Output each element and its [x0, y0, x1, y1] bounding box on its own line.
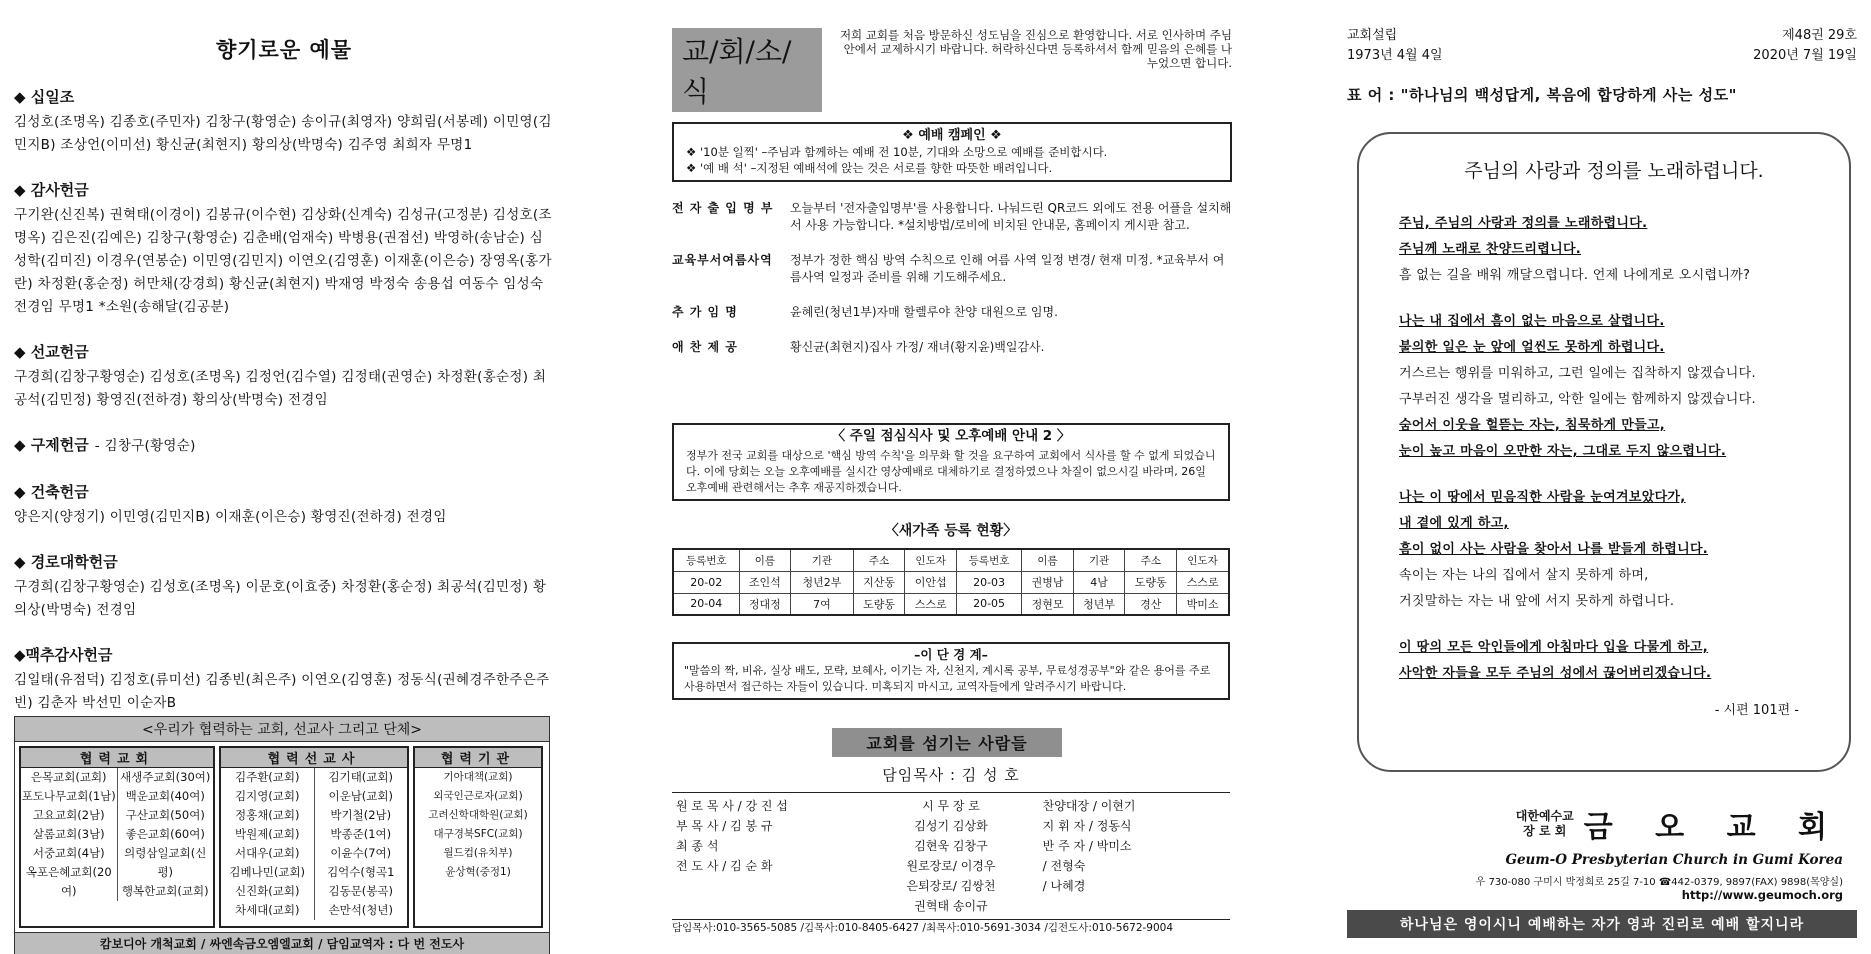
- cambodia-mission-note: 캄보디아 개척교회 / 싸엔속금오엠엘교회 / 담임교역자 : 다 번 전도사: [15, 932, 549, 954]
- partner-missionaries-list-b: [315, 768, 408, 920]
- newcomer-table-body: [673, 571, 1229, 615]
- table-header-cell: 인도자: [1177, 549, 1229, 571]
- table-row: [673, 571, 1229, 593]
- denomination: [1516, 809, 1574, 839]
- heresy-warning-text: "말씀의 짝, 비유, 실상 배도, 모략, 보혜사, 이기는 자, 신천지, 계시록 공부, 무료성경공부"와 같은 용어를 주로 사용하면서 접근하는 자들이 있습니다. 미혹되지 마시고, 교역자들에게 알려주시기 바랍니다.: [684, 664, 1211, 693]
- staff-entry: 전 도 사 / 김 순 화: [676, 859, 773, 873]
- table-header-cell: 인도자: [905, 549, 957, 571]
- bulletin-header: [1347, 26, 1857, 66]
- offering-donors: - 김창구(황영순): [94, 438, 196, 454]
- psalm-line: 이 땅의 모든 악인들에게 아침마다 입을 다물게 하고,: [1399, 640, 1709, 655]
- phone-numbers: 담임목사:010-3565-5085 /김목사:010-8405-6427 /최목사:010-5691-3034 /김전도사:010-5672-9004: [672, 922, 1174, 934]
- newcomer-title: 〈새가족 등록 현황〉: [884, 523, 1018, 539]
- table-cell: 20-04: [673, 593, 739, 615]
- table-header-cell: 등록번호: [673, 549, 739, 571]
- staff-entry: 김성기 김상화: [914, 819, 988, 833]
- list-item: 행복한교회(교회): [121, 884, 209, 898]
- scripture-banner: 하나님은 영이시니 예배하는 자가 영과 진리로 예배 할지니라: [1347, 910, 1857, 938]
- staff-entry: 찬양대장 / 이현기: [1042, 799, 1136, 813]
- table-cell: 20-03: [956, 571, 1021, 593]
- psalm-line: 나는 이 땅에서 믿음직한 사람을 눈여겨보았다가,: [1399, 490, 1686, 505]
- offering-heading: ◆ 구제헌금: [14, 436, 89, 454]
- offering-section-thanks: [14, 179, 554, 319]
- partner-institutions-list: [415, 768, 541, 882]
- psalm-title: 주님의 사랑과 정의를 노래하렵니다.: [1464, 160, 1764, 182]
- psalm-line: 속이는 자는 나의 집에서 살지 못하게 하며,: [1399, 568, 1649, 583]
- offering-section-tithe: [14, 86, 554, 157]
- psalm-line: 흠 없는 길을 배워 깨달으렵니다. 언제 나에게로 오시렵니까?: [1399, 268, 1751, 283]
- table-cell: 도량동: [1125, 571, 1177, 593]
- news-item: [672, 200, 1232, 234]
- list-item: 고요교회(2남): [32, 808, 105, 822]
- psalm-box: [1357, 132, 1851, 772]
- staff-entry: 은퇴장로/ 김쌍천: [906, 879, 996, 893]
- list-item: 기아대책(교회): [443, 771, 513, 783]
- offering-donors: 김일태(유점덕) 김정호(류미선) 김종빈(최은주) 이연오(김영훈) 정동식(권혜경주한주은주빈) 김춘자 박선민 이순자B: [14, 672, 550, 711]
- offering-list: [14, 86, 554, 715]
- list-item: 포도나무교회(1남): [21, 789, 116, 803]
- partner-missionaries-heading: 협력선교사: [221, 748, 407, 768]
- list-item: 김기태(교회): [328, 770, 394, 784]
- table-header-cell: 이름: [739, 549, 791, 571]
- offering-column: [14, 0, 554, 954]
- offering-section-relief: [14, 434, 554, 459]
- list-item: 구산교회(50여): [125, 808, 205, 822]
- list-item: 김지영(교회): [234, 789, 300, 803]
- staff-directory: [672, 792, 1230, 920]
- table-cell: 박미소: [1177, 593, 1229, 615]
- offering-donors: 김성호(조명옥) 김종호(주민자) 김창구(황영순) 송이규(최영자) 양희림(서봉례) 이민영(김민지B) 조상언(이미선) 황신균(최현지) 황의상(박명숙) 김주영 최희자 무명1: [14, 114, 552, 153]
- staff-entry: 원로장로/ 이경우: [906, 859, 996, 873]
- news-header: [672, 28, 1232, 112]
- staff-entry: 김현욱 김창구: [914, 839, 988, 853]
- founded-date: 1973년 4월 4일: [1347, 48, 1443, 63]
- staff-entry: 지 휘 자 / 정동식: [1042, 819, 1132, 833]
- list-item: 월드컴(유치부): [443, 847, 513, 859]
- list-item: 고려신학대학원(교회): [428, 809, 528, 821]
- news-item: [672, 252, 1232, 286]
- table-cell: 청년2부: [791, 571, 854, 593]
- psalm-line: 주님, 주님의 사랑과 정의를 노래하렵니다.: [1399, 216, 1648, 231]
- news-item-label: 애 찬 제 공: [672, 340, 738, 354]
- offering-title: 향기로운 예물: [215, 38, 353, 62]
- newcomer-header-row: [673, 549, 1229, 571]
- church-website-link[interactable]: http://www.geumoch.org: [1681, 888, 1843, 902]
- psalm-line: 불의한 일은 눈 앞에 얼씬도 못하게 하렵니다.: [1399, 340, 1665, 355]
- church-address: 우 730-080 구미시 박정희로 25길 7-10 ☎442-0379, 9897(FAX) 9898(목양실): [1475, 877, 1843, 888]
- staff-choir: [1043, 796, 1226, 916]
- list-item: 박기철(2남): [330, 808, 392, 822]
- list-item: 서중교회(4남): [32, 846, 105, 860]
- offering-donors: 구경희(김창구황영순) 김성호(조명옥) 이문호(이효중) 차정환(홍순정) 최공석(김민정) 황의상(박명숙) 전경임: [14, 579, 547, 618]
- table-header-cell: 기관: [1073, 549, 1125, 571]
- news-item-label: 전 자 출 입 명 부: [672, 201, 774, 215]
- denomination-line: 대한예수교: [1515, 809, 1574, 823]
- news-item-label: 추 가 임 명: [672, 305, 738, 319]
- table-header-cell: 등록번호: [956, 549, 1021, 571]
- cooperation-box: [14, 716, 550, 954]
- list-item: 백운교회(40여): [125, 789, 205, 803]
- news-item: [672, 339, 1232, 356]
- offering-heading: ◆ 십일조: [14, 88, 75, 106]
- table-header-cell: 주소: [853, 549, 905, 571]
- heresy-warning-box: [672, 642, 1230, 700]
- partner-churches-heading: 협력교회: [21, 748, 213, 768]
- offering-heading: ◆ 감사헌금: [14, 181, 89, 199]
- news-badge: 교/회/소/식: [672, 28, 822, 112]
- table-cell: 도량동: [853, 593, 905, 615]
- psalm-line: 주님께 노래로 찬양드리렵니다.: [1399, 242, 1582, 257]
- cover-column: [1347, 0, 1857, 954]
- list-item: 은목교회(교회): [30, 770, 107, 784]
- news-item-text: 정부가 정한 핵심 방역 수칙으로 인해 여름 사역 일정 변경/ 현재 미정. *교육부서 여름사역 일정과 준비를 위해 기도해주세요.: [790, 253, 1225, 284]
- list-item: 박원제(교회): [234, 827, 300, 841]
- list-item: 서대우(교회): [234, 846, 300, 860]
- psalm-line: 사악한 자들을 모두 주님의 성에서 끊어버리겠습니다.: [1399, 666, 1712, 681]
- volume-number: 제48권 29호: [1782, 28, 1857, 43]
- campaign-title: ❖ 예배 캠페인 ❖: [902, 128, 1002, 143]
- psalm-line: 흠이 없이 사는 사람을 찾아서 나를 받들게 하렵니다.: [1399, 542, 1709, 557]
- offering-section-mission: [14, 341, 554, 412]
- staff-entry: 시 무 장 로: [922, 799, 980, 813]
- offering-donors: 구경희(김창구황영순) 김성호(조명옥) 김정언(김수열) 김정태(권영순) 차정환(홍순정) 최공석(김민정) 황영진(전하경) 황의상(박명숙) 전경임: [14, 369, 547, 408]
- table-row: [673, 593, 1229, 615]
- senior-pastor: 담임목사 : 김 성 호: [882, 766, 1020, 784]
- psalm-line: 내 곁에 있게 하고,: [1399, 516, 1509, 531]
- staff-entry: / 전형숙: [1042, 859, 1086, 873]
- founded-label: 교회설립: [1347, 28, 1398, 43]
- list-item: 의령삼일교회(신평): [124, 846, 207, 879]
- offering-heading: ◆맥추감사헌금: [14, 646, 113, 664]
- church-logo: [1516, 802, 1843, 846]
- psalm-line: 숨어서 이웃을 헐뜯는 자는, 침묵하게 만들고,: [1399, 418, 1666, 433]
- church-english-name: Geum-O Presbyterian Church in Gumi Korea: [1505, 852, 1843, 868]
- staff-pastors: [676, 796, 859, 916]
- table-header-cell: 주소: [1125, 549, 1177, 571]
- list-item: 김억수(형곡1: [327, 865, 395, 879]
- partner-institutions-heading: 협력기관: [415, 748, 541, 768]
- partner-churches: [19, 746, 215, 928]
- offering-section-harvest: [14, 644, 554, 715]
- table-cell: 스스로: [905, 593, 957, 615]
- partner-missionaries-list-a: [221, 768, 315, 920]
- table-header-cell: 이름: [1022, 549, 1074, 571]
- psalm-source: - 시편 101편 -: [1714, 703, 1799, 718]
- staff-entry: 부 목 사 / 김 봉 규: [676, 819, 773, 833]
- table-cell: 권병남: [1022, 571, 1074, 593]
- list-item: 정홍채(교회): [234, 808, 300, 822]
- table-cell: 20-02: [673, 571, 739, 593]
- heresy-warning-title: –이 단 경 계–: [914, 647, 988, 662]
- psalm-line: 거스르는 행위를 미워하고, 그런 일에는 집착하지 않겠습니다.: [1399, 366, 1756, 381]
- news-item: [672, 304, 1232, 321]
- bulletin-date: 2020년 7월 19일: [1753, 48, 1857, 63]
- table-cell: 스스로: [1177, 571, 1229, 593]
- news-items: [672, 200, 1232, 356]
- table-cell: 지산동: [853, 571, 905, 593]
- offering-heading: ◆ 경로대학헌금: [14, 553, 118, 571]
- news-item-text: 윤혜린(청년1부)자매 할렐루야 찬양 대원으로 임명.: [790, 305, 1058, 319]
- psalm-line: 눈이 높고 마음이 오만한 자는, 그대로 두지 않으렵니다.: [1399, 444, 1727, 459]
- partner-churches-list-a: [21, 768, 118, 901]
- partner-missionaries: [219, 746, 409, 928]
- list-item: 이윤수(7여): [330, 846, 392, 860]
- offering-section-seniors: [14, 551, 554, 622]
- list-item: 좋은교회(60여): [125, 827, 205, 841]
- worship-campaign-box: [672, 122, 1232, 182]
- staff-elders: [859, 796, 1042, 916]
- church-motto: 표 어 : "하나님의 백성답게, 복음에 합당하게 사는 성도": [1347, 86, 1737, 104]
- table-cell: 정현모: [1022, 593, 1074, 615]
- list-item: 김주환(교회): [234, 770, 300, 784]
- list-item: 손만석(청년): [328, 903, 394, 917]
- list-item: 차세대(교회): [234, 903, 300, 917]
- cooperation-title: <우리가 협력하는 교회, 선교사 그리고 단체>: [15, 717, 549, 742]
- church-name: 금 오 교 회: [1583, 810, 1843, 845]
- list-item: 윤상혁(중정1): [445, 866, 511, 878]
- psalm-text: [1399, 211, 1829, 687]
- staff-entry: 최 종 석: [676, 839, 719, 853]
- list-item: 김동문(봉곡): [328, 884, 394, 898]
- list-item: 외국인근로자(교회): [433, 790, 523, 802]
- news-item-label: 교육부서여름사역: [672, 253, 773, 267]
- table-header-cell: 기관: [791, 549, 854, 571]
- staff-entry: 반 주 자 / 박미소: [1042, 839, 1132, 853]
- staff-entry: / 나혜경: [1042, 879, 1086, 893]
- news-item-text: 오늘부터 '전자출입명부'를 사용합니다. 나눠드린 QR코드 외에도 전용 어플을 설치해서 사용 가능합니다. *설치방법/로비에 비치된 안내문, 홈페이지 게시판 참고.: [790, 201, 1232, 232]
- news-item-text: 황신균(최현지)집사 가정/ 재녀(황지윤)백일감사.: [790, 340, 1045, 354]
- table-cell: 청년부: [1073, 593, 1125, 615]
- campaign-item: ❖ '예 배 석' –지정된 예배석에 앉는 것은 서로를 향한 따뜻한 배려입니다.: [686, 161, 1053, 175]
- news-column: [672, 0, 1232, 954]
- table-cell: 조인석: [739, 571, 791, 593]
- campaign-item: ❖ '10분 일찍' –주님과 함께하는 예배 전 10분, 기대와 소망으로 예배를 준비합시다.: [686, 145, 1108, 159]
- table-cell: 4남: [1073, 571, 1125, 593]
- newcomer-table: [672, 548, 1230, 616]
- psalm-line: 구부러진 생각을 멀리하고, 악한 일에는 함께하지 않겠습니다.: [1399, 392, 1756, 407]
- servants-title: 교회를 섬기는 사람들: [832, 728, 1062, 757]
- list-item: 살롬교회(3남): [32, 827, 105, 841]
- list-item: 대구경북SFC(교회): [433, 828, 523, 840]
- table-cell: 7여: [791, 593, 854, 615]
- list-item: 이운남(교회): [328, 789, 394, 803]
- table-cell: 20-05: [956, 593, 1021, 615]
- offering-donors: 양은지(양정기) 이민영(김민지B) 이재훈(이은승) 황영진(전하경) 전경임: [14, 509, 447, 525]
- denomination-line: 장 로 회: [1523, 824, 1567, 838]
- list-item: 박종준(1여): [330, 827, 392, 841]
- offering-heading: ◆ 건축헌금: [14, 483, 89, 501]
- welcome-text: 저희 교회를 처음 방문하신 성도님을 진심으로 환영합니다. 서로 인사하며 주님 안에서 교제하시기 바랍니다. 허락하신다면 등록하셔서 함께 믿음의 은혜를 나누었으면 합니다.: [839, 28, 1232, 70]
- offering-heading: ◆ 선교헌금: [14, 343, 89, 361]
- list-item: 새생주교회(30여): [120, 770, 211, 784]
- lunch-notice-text: 정부가 전국 교회를 대상으로 '핵심 방역 수칙'을 의무화 할 것을 요구하여 교회에서 식사를 할 수 없게 되었습니다. 이에 당회는 오늘 오후예배를 실시간 영상예배로 대체하기로 결정하였으나 차질이 없으시길 바라며, 26일 오후예배 관련해서는 추후 재공지하겠습니다.: [686, 449, 1216, 494]
- psalm-line: 나는 내 집에서 흠이 없는 마음으로 살렵니다.: [1399, 314, 1665, 329]
- partner-institutions: [413, 746, 543, 928]
- offering-donors: 구기완(신진복) 권혁태(이경이) 김봉규(이수현) 김상화(신계숙) 김성규(고정분) 김성호(조명옥) 김은진(김예은) 김창구(황영순) 김춘배(엄재숙) 박병용(권점선) 박영하(송남순) 심성학(김미진) 이경우(연봉순) 이민영(김민지) 이연오(김영훈) 이재훈(이은승) 장영옥(홍가란) 차정환(홍순정) 허만채(강경희) 황신균(최현지) 박재영 박정숙 송용섭 여동수 임성숙 전경임 무명1 *소원(송해달(김공분): [14, 207, 552, 315]
- staff-entry: 권혁태 송이규: [914, 899, 988, 913]
- table-cell: 이안섭: [905, 571, 957, 593]
- offering-section-building: [14, 481, 554, 529]
- psalm-line: 거짓말하는 자는 내 앞에 서지 못하게 하렵니다.: [1399, 594, 1675, 609]
- lunch-notice-box: [672, 423, 1230, 501]
- cooperation-grid: [15, 742, 549, 932]
- table-cell: 정대정: [739, 593, 791, 615]
- lunch-notice-title: 〈 주일 점심식사 및 오후예배 안내 2 〉: [831, 428, 1071, 444]
- table-cell: 경산: [1125, 593, 1177, 615]
- list-item: 신진화(교회): [234, 884, 300, 898]
- staff-entry: 원 로 목 사 / 강 진 섭: [676, 799, 788, 813]
- list-item: 옥포은혜교회(20여): [25, 865, 112, 898]
- partner-churches-list-b: [118, 768, 214, 901]
- list-item: 김베나민(교회): [229, 865, 306, 879]
